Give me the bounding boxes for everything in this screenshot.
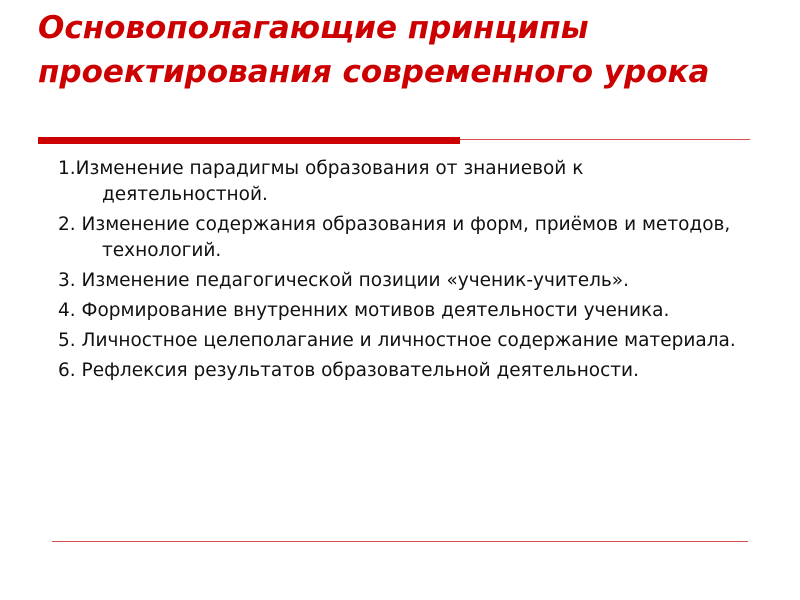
- title-underline-thin: [460, 139, 750, 140]
- principles-list: [58, 156, 748, 388]
- list-item: 6. Рефлексия результатов образовательной деятельности.: [58, 360, 639, 381]
- slide-title: Основополагающие принципы проектирования современного урока: [38, 10, 710, 90]
- footer-divider: [52, 541, 748, 542]
- list-item: 4. Формирование внутренних мотивов деятельности ученика.: [58, 300, 670, 321]
- list-item: 1.Изменение парадигмы образования от знаниевой к деятельностной.: [58, 158, 584, 205]
- list-item: 5. Личностное целеполагание и личностное содержание материала.: [58, 330, 736, 351]
- list-item: 2. Изменение содержания образования и форм, приёмов и методов, технологий.: [58, 214, 731, 261]
- title-underline-thick: [38, 137, 460, 144]
- list-item: 3. Изменение педагогической позиции «ученик-учитель».: [58, 270, 629, 291]
